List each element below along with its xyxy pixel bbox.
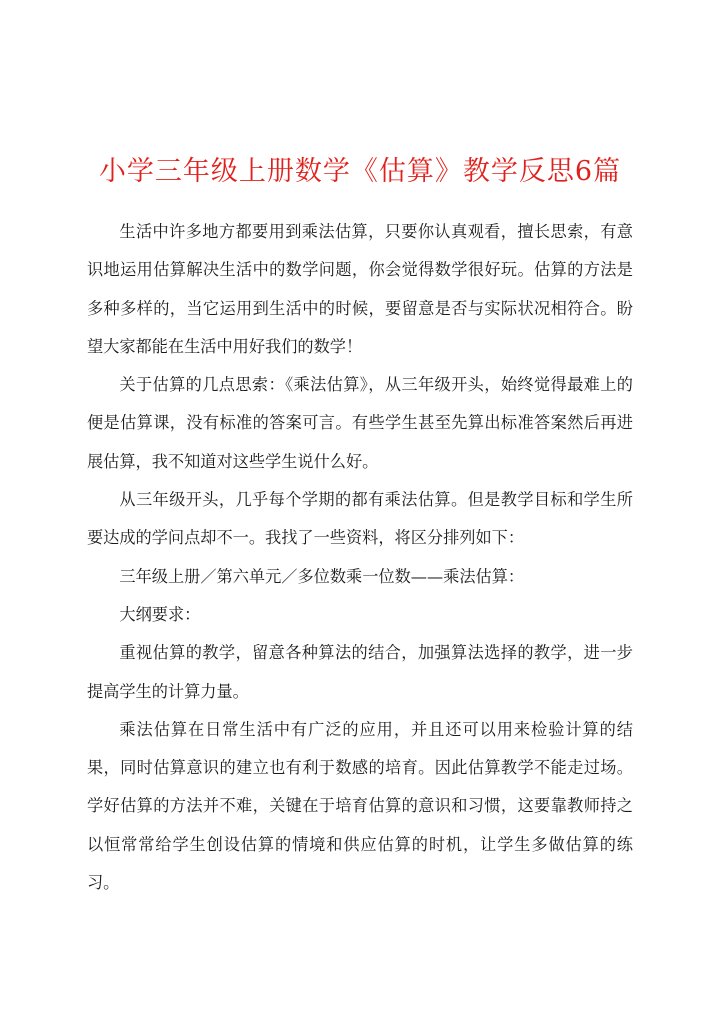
paragraph-unit-heading: 三年级上册／第六单元／多位数乘一位数——乘法估算： [119,566,525,586]
paragraph-syllabus-requirement: 重视估算的教学，留意各种算法的结合，加强算法选择的教学，进一步提高学生的计算力量。 [87,643,633,701]
paragraph-syllabus-heading: 大纲要求： [119,604,201,624]
paragraph-intro: 生活中许多地方都要用到乘法估算，只要你认真观看，擅长思索，有意识地运用估算解决生活中的数学问题，你会觉得数学很好玩。估算的方法是多种多样的，当它运用到生活中的时候，要留意是否与实际状况相符合。盼望大家都能在生活中用好我们的数学！ [87,222,633,356]
paragraph-grade-three: 从三年级开头，几乎每个学期的都有乘法估算。但是教学目标和学生所要达成的学问点却不一。我找了一些资料，将区分排列如下： [87,490,633,548]
document-title: 小学三年级上册数学《估算》教学反思6篇 [98,156,622,187]
paragraph-thoughts: 关于估算的几点思索：《乘法估算》，从三年级开头，始终觉得最难上的便是估算课，没有标准的答案可言。有些学生甚至先算出标准答案然后再进展估算，我不知道对这些学生说什么好。 [87,375,633,471]
document-body [87,213,633,902]
paragraph-application: 乘法估算在日常生活中有广泛的应用，并且还可以用来检验计算的结果，同时估算意识的建立也有利于数感的培育。因此估算教学不能走过场。学好估算的方法并不难，关键在于培育估算的意识和习惯，这要靠教师持之以恒常常给学生创设估算的情境和供应估算的时机，让学生多做估算的练习。 [87,719,633,893]
